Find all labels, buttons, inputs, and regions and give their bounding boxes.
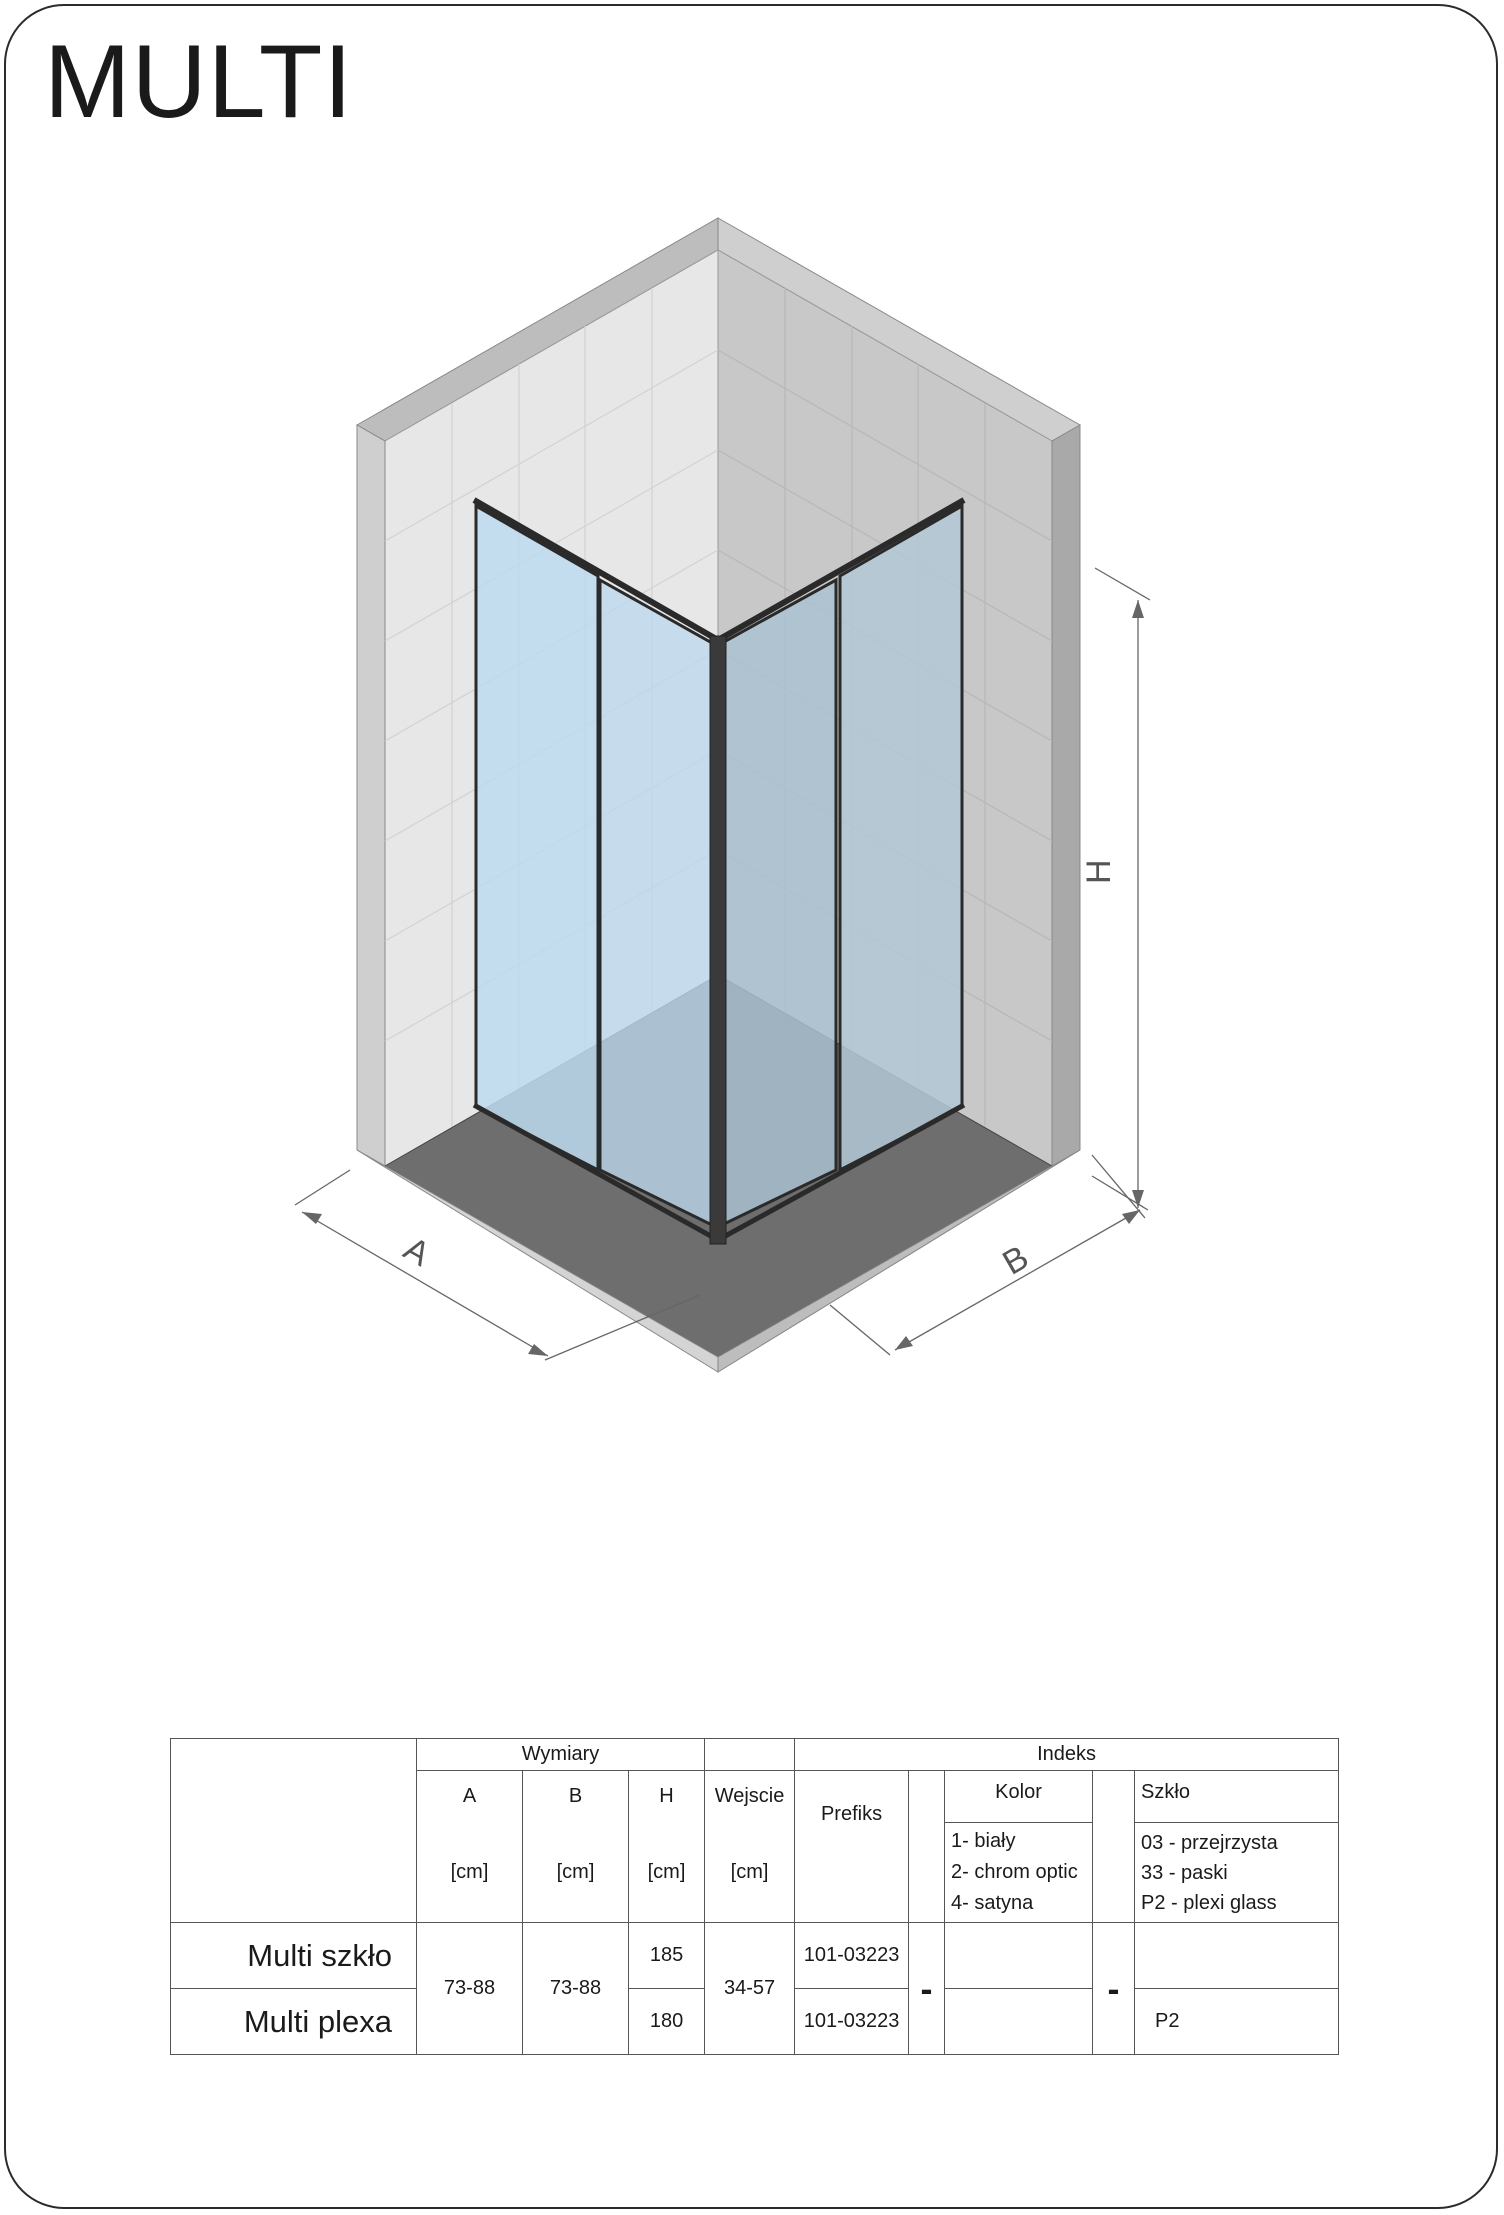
col-entry-header: Wejscie [705,1771,795,1823]
empty-header-cell [705,1739,795,1771]
glass-option: 03 - przejrzysta [1141,1831,1278,1854]
row-h-value: 185 [629,1923,705,1989]
dimension-h-label: H [1080,859,1118,884]
col-b-unit: [cm] [523,1823,629,1923]
dash-separator-2: - [1093,1923,1135,2055]
col-color-header: Kolor [945,1771,1093,1823]
col-a-header: A [417,1771,523,1823]
left-sliding-glass [600,580,712,1225]
row-color-value [945,1923,1093,1989]
col-h-header: H [629,1771,705,1823]
dimension-b-label: B [996,1238,1035,1283]
left-wall-edge [357,425,385,1166]
right-fixed-glass [840,506,962,1170]
row-h-value: 180 [629,1989,705,2055]
row-name: Multi szkło [171,1923,417,1989]
corner-post [710,636,726,1244]
glass-options-list [1135,1823,1339,1923]
color-option: 2- chrom optic [951,1861,1078,1883]
empty-sep-cell-1 [909,1771,945,1923]
product-title: MULTI [44,24,354,140]
empty-sep-cell-2 [1093,1771,1135,1923]
col-entry-unit: [cm] [705,1823,795,1923]
col-glass-header: Szkło [1135,1771,1339,1823]
glass-option: P2 - plexi glass [1141,1891,1277,1914]
col-prefix-header: Prefiks [795,1771,909,1923]
dimension-a-label: A [397,1229,436,1274]
row-glass-value: P2 [1135,1989,1339,2055]
shared-a-value: 73-88 [417,1923,523,2055]
specification-table [170,1738,1339,2055]
row-name: Multi plexa [171,1989,417,2055]
color-options-list [945,1823,1093,1923]
table-row [171,1923,1339,1989]
left-fixed-glass [476,506,598,1170]
index-group-header: Indeks [795,1739,1339,1771]
col-b-header: B [523,1771,629,1823]
dimensions-group-header: Wymiary [417,1739,705,1771]
row-prefix-value: 101-03223 [795,1989,909,2055]
empty-corner-cell [171,1739,417,1923]
right-wall-edge [1052,425,1080,1166]
glass-option: 33 - paski [1141,1861,1228,1884]
row-color-value [945,1989,1093,2055]
right-sliding-glass [722,580,836,1225]
color-option: 4- satyna [951,1892,1034,1914]
col-a-unit: [cm] [417,1823,523,1923]
shared-entry-value: 34-57 [705,1923,795,2055]
color-option: 1- biały [951,1830,1016,1852]
shared-b-value: 73-88 [523,1923,629,2055]
dash-separator-1: - [909,1923,945,2055]
row-glass-value [1135,1923,1339,1989]
row-prefix-value: 101-03223 [795,1923,909,1989]
col-h-unit: [cm] [629,1823,705,1923]
